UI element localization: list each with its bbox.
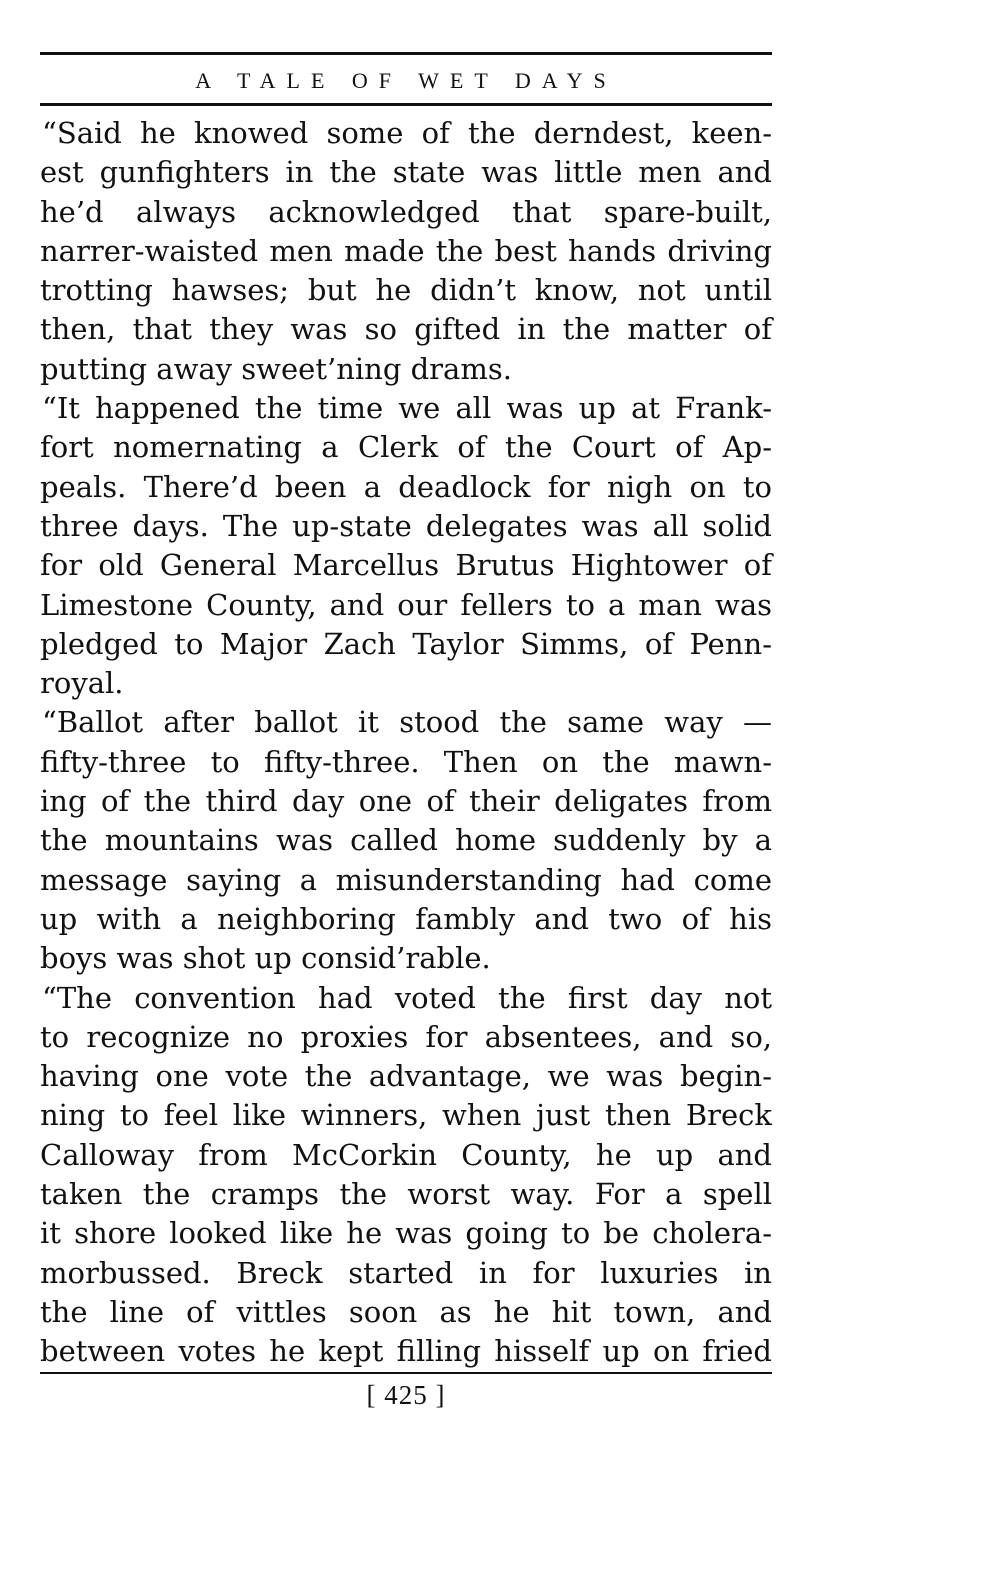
- text-line: then, that they was so gifted in the matter of: [40, 312, 772, 347]
- text-line: three days. The up-state delegates was all solid: [40, 508, 772, 543]
- text-line: morbussed. Breck started in for luxuries in: [40, 1255, 772, 1290]
- text-line: boys was shot up consid’rable.: [40, 941, 491, 976]
- page-number: [ 425 ]: [366, 1379, 446, 1410]
- text-line: peals. There’d been a deadlock for nigh on to: [40, 469, 772, 504]
- text-line: between votes he kept filling hisself up on fried: [40, 1334, 772, 1369]
- text-line: the line of vittles soon as he hit town, and: [40, 1294, 772, 1329]
- header-bottom-rule: [40, 103, 772, 106]
- text-line: it shore looked like he was going to be cholera-: [40, 1216, 772, 1251]
- text-line: message saying a misunderstanding had come: [40, 862, 772, 897]
- text-line: fifty-three to fifty-three. Then on the mawn-: [40, 744, 772, 779]
- text-line: having one vote the advantage, we was begin-: [40, 1059, 772, 1094]
- text-line: for old General Marcellus Brutus Hightower of: [40, 548, 772, 583]
- text-line: he’d always acknowledged that spare-built,: [40, 194, 772, 229]
- text-line: ning to feel like winners, when just then Breck: [40, 1098, 772, 1133]
- text-line: Limestone County, and our fellers to a man was: [40, 587, 772, 622]
- book-page: [40, 52, 772, 1410]
- text-line: taken the cramps the worst way. For a spell: [40, 1177, 772, 1212]
- body-text: [40, 114, 772, 1372]
- text-line: royal.: [40, 666, 124, 701]
- text-line: the mountains was called home suddenly by a: [40, 823, 772, 858]
- text-line: trotting hawses; but he didn’t know, not until: [40, 273, 772, 308]
- text-line: fort nomernating a Clerk of the Court of Ap-: [40, 430, 772, 465]
- text-line: “The convention had voted the first day not: [42, 980, 772, 1015]
- text-line: “It happened the time we all was up at Frank-: [42, 391, 772, 426]
- text-line: “Said he knowed some of the derndest, keen-: [42, 116, 772, 150]
- text-line: putting away sweet’ning drams.: [40, 351, 512, 386]
- text-line: Calloway from McCorkin County, he up and: [40, 1137, 772, 1172]
- footer-rule: [40, 1372, 772, 1374]
- text-line: to recognize no proxies for absentees, and so,: [40, 1019, 772, 1054]
- text-line: ing of the third day one of their deligates from: [40, 784, 772, 819]
- text-line: up with a neighboring fambly and two of his: [40, 901, 772, 936]
- text-line: est gunfighters in the state was little men and: [40, 155, 772, 190]
- running-head: A TALE OF WET DAYS: [195, 68, 617, 93]
- text-line: “Ballot after ballot it stood the same way —: [42, 705, 772, 740]
- text-line: pledged to Major Zach Taylor Simms, of Penn-: [40, 626, 772, 661]
- text-line: narrer-waisted men made the best hands driving: [40, 233, 772, 268]
